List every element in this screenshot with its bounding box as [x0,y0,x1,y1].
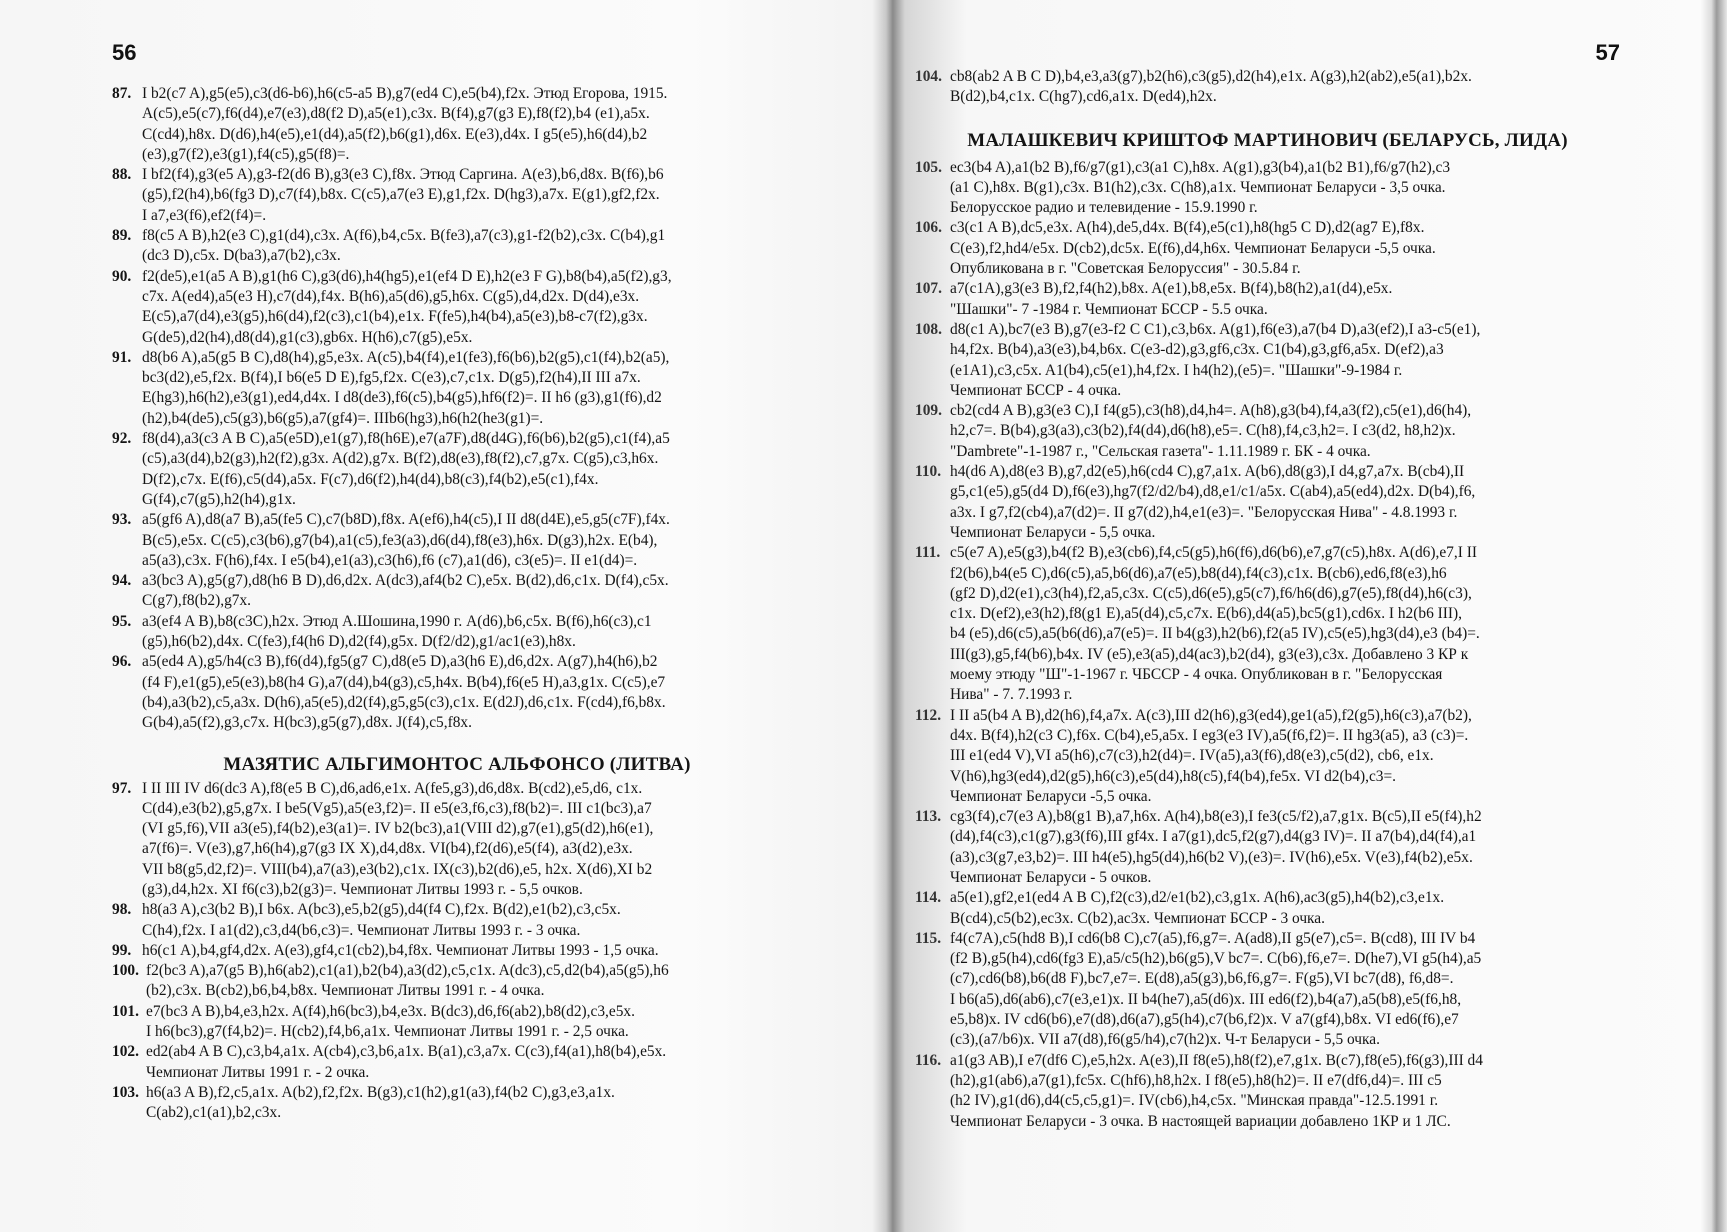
text-line: d8(c1 A),bc7(e3 B),g7(e3-f2 C C1),c3,b6x. A(g1),f6(e3),a7(b4 D),a3(ef2),I a3-c5(e1), [950,320,1481,338]
text-line: "Шашки"- 7 -1984 г. Чемпионат БССР - 5.5 очка. [950,300,1268,318]
page-edge [1701,0,1727,1232]
text-line: ec3(b4 A),a1(b2 B),f6/g7(g1),c3(a1 C),h8x. A(g1),g3(b4),a1(b2 B1),f6/g7(h2),c3 [950,158,1451,176]
problem-text [142,348,802,429]
problem-text [142,165,802,226]
text-line: (dc3 D),c5x. D(ba3),a7(b2),c3x. [142,247,341,265]
text-line: (d4),f4(c3),c1(g7),g3(f6),III gf4x. I a7(g1),dc5,f2(g7),d4(g3 IV)=. II a7(b4),d4(f4),a1 [950,828,1477,846]
page-number: 57 [1595,40,1620,65]
problem-text [950,401,1620,462]
problem-entry [915,888,1620,929]
problem-number: 108. [915,320,942,338]
text-line: a5(a3),c3x. F(h6),f4x. I e5(b4),e1(a3),c3(h6),f6 (c7),a1(d6), c3(e5)=. II e1(d4)=. [142,551,638,569]
text-line: b4 (e5),d6(c5),a5(b6(d6),a7(e5)=. II b4(g3),h2(b6),f2(a5 IV),c5(e5),hg3(d4),e3 (b4)=. [950,625,1480,643]
problem-number: 112. [915,706,942,724]
problem-number: 101. [112,1002,139,1020]
problem-number: 104. [915,68,942,85]
text-line: B(cd4),c5(b2),ec3x. C(b2),ac3x. Чемпионат БССР - 3 очка. [950,909,1325,927]
problem-text [950,929,1620,1051]
text-line: (VI g5,f6),VII a3(e5),f4(b2),e3(a1)=. IV b2(bc3),a1(VIII d2),g7(e1),g5(d2),h6(e1), [142,820,654,838]
text-line: Опубликована в г. "Советская Белоруссия" - 30.5.84 г. [950,260,1301,278]
problem-number: 87. [112,85,132,102]
text-line: c1x. D(ef2),e3(h2),f8(g1 E),a5(d4),c5,c7x. E(b6),d4(a5),bc5(g1),cd6x. I h2(b6 III), [950,605,1462,623]
text-line: g5,c1(e5),g5(d4 D),f6(e3),hg7(f2/d2/b4),d8,e1/c1/a5x. C(ab4),a5(ed4),d2x. D(b4),f6, [950,483,1476,501]
text-line: (f4 F),e1(g5),e5(e3),b8(h4 G),a7(d4),b4(g3),c5,h4x. B(b4),f6(e5 H),a3,g1x. C(c5),e7 [142,673,666,691]
problem-entry [915,218,1620,279]
text-line: cb2(cd4 A B),g3(e3 C),I f4(g5),c3(h8),d4,h4=. A(h8),g3(b4),f4,a3(f2),c5(e1),d6(h4), [950,402,1472,420]
text-line: f4(c7A),c5(hd8 B),I cd6(b8 C),c7(a5),f6,g7=. A(ad8),II g5(e7),c5=. B(cd8), III IV b4 [950,929,1476,947]
section-title: МАЗЯТИС АЛЬГИМОНТОС АЛЬФОНСО (ЛИТВА) [223,753,691,775]
text-line: bc3(d2),e5,f2x. B(f4),I b6(e5 D E),fg5,f2x. C(e3),c7,c1x. D(g5),f2(h4),II III a7x. [142,369,641,387]
problem-number: 91. [112,348,132,366]
problem-entry [112,1002,802,1043]
problem-text [142,429,802,510]
problem-entry [112,652,802,733]
text-line: "Dambrete"-1-1987 г., "Сельская газета"- 1.11.1989 г. БК - 4 очка. [950,442,1371,460]
text-line: h4,f2x. B(b4),a3(e3),b4,b6x. C(e3-d2),g3,gf6,c3x. C1(b4),g3,gf6,a5x. D(ef2),a3 [950,341,1444,359]
problem-text [142,226,802,267]
text-line: D(f2),c7x. E(f6),c5(d4),a5x. F(c7),d6(f2),h4(d4),b8(c3),f4(b2),e5(c1),f4x. [142,470,599,488]
text-line: C(g7),f8(b2),g7x. [142,592,251,610]
text-line: G(b4),a5(f2),g3,c7x. H(bc3),g5(g7),d8x. J(f4),c5,f8x. [142,714,472,732]
text-line: (g5),f2(h4),b6(fg3 D),c7(f4),b8x. C(c5),a7(e3 E),g1,f2x. D(hg3),a7x. E(g1),gf2,f2x. [142,186,660,204]
text-line: III(g3),g5,f4(b6),b4x. IV (e5),e3(a5),d4(ac3),b2(d4), g3(e3),c3x. Добавлено 3 КР к [950,645,1469,663]
text-line: E(hg3),h6(h2),e3(g1),ed4,d4x. I d8(de3),f6(c5),b4(g5),hf6(f2)=. II h6 (g3),g1(f6),d2 [142,389,662,407]
problem-text [950,158,1620,219]
problem-entry [915,158,1620,219]
problem-text [146,1083,802,1124]
problem-entry [112,84,802,165]
problem-number: 100. [112,962,139,980]
text-line: Чемпионат Беларуси -5,5 очка. [950,787,1152,805]
text-line: B(d2),b4,c1x. C(hg7),cd6,a1x. D(ed4),h2x. [950,88,1217,106]
text-line: I h6(bc3),g7(f4,b2)=. H(cb2),f4,b6,a1x. Чемпионат Литвы 1991 г. - 2,5 очка. [146,1023,629,1041]
text-line: (gf2 D),d2(e1),c3(h4),f2,a5,c3x. C(c5),d6(e5),g5(c7),f6/h6(d6),g7(e5),f8(d4),h6(c3), [950,584,1472,602]
text-line: (e3),g7(f2),e3(g1),f4(c5),g5(f8)=. [142,145,350,163]
problem-text [142,652,802,733]
problem-text [950,1051,1620,1132]
problem-entry [915,401,1620,462]
text-line: a3x. I g7,f2(cb4),a7(d2)=. II g7(d2),h4,e1(e3)=. "Белорусская Нива" - 4.8.1993 г. [950,503,1458,521]
problem-entry [112,165,802,226]
text-line: (h2 IV),g1(d6),d4(c5,c5,g1)=. IV(cb6),h4,c5x. "Минская правда"-12.5.1991 г. [950,1092,1439,1110]
text-line: h8(a3 A),c3(b2 B),I b6x. A(bc3),e5,b2(g5),d4(f4 C),f2x. B(d2),e1(b2),c3,c5x. [142,901,621,919]
text-line: cg3(f4),c7(e3 A),b8(g1 B),a7,h6x. A(h4),b8(e3),I fe3(c5/f2),a7,g1x. B(c5),II e5(f4),h2 [950,808,1482,826]
problem-number: 115. [915,929,942,947]
problem-text [146,1042,802,1083]
text-line: a1(g3 AB),I e7(df6 C),e5,h2x. A(e3),II f8(e5),h8(f2),e7,g1x. B(c7),f8(e5),f6(g3),III d4 [950,1051,1483,1069]
text-line: a7(f6)=. V(e3),g7,h6(h4),g7(g3 IX X),d4,d8x. VI(b4),f2(d6),e5(f4), a3(d2),e3x. [142,840,633,858]
text-line: a5(e1),gf2,e1(ed4 A B C),f2(c3),d2/e1(b2),c3,g1x. A(h6),ac3(g5),h4(b2),c3,e1x. [950,889,1445,907]
problem-entry [112,429,802,510]
text-line: (c3),(a7/b6)x. VII a7(d8),f6(g5/h4),c7(h2)x. Ч-т Беларуси - 5,5 очка. [950,1031,1380,1049]
problem-number: 93. [112,511,132,529]
right-page-content [915,67,1620,1132]
text-line: (h2),b4(de5),c5(g3),b6(g5),a7(gf4)=. IIIb6(hg3),h6(h2(he3(g1)=. [142,409,544,427]
problem-entry [915,279,1620,320]
text-line: a5(gf6 A),d8(a7 B),a5(fe5 C),c7(b8D),f8x. A(ef6),h4(c5),I II d8(d4E),e5,g5(c7F),f4x. [142,511,670,529]
text-line: a7(c1A),g3(e3 B),f2,f4(h2),b8x. A(e1),b8,e5x. B(f4),b8(h2),a1(d4),e5x. [950,280,1393,298]
problem-entry [112,267,802,348]
text-line: e7(bc3 A B),b4,e3,h2x. A(f4),h6(bc3),b4,e3x. B(dc3),d6,f6(ab2),b8(d2),c3,e5x. [146,1002,635,1020]
problem-text [142,612,802,653]
entries-before-section [915,67,1620,108]
text-line: f8(c5 A B),h2(e3 C),g1(d4),c3x. A(f6),b4,c5x. B(fe3),a7(c3),g1-f2(b2),c3x. C(b4),g1 [142,227,666,245]
problem-number: 95. [112,612,132,630]
problem-entry [112,226,802,267]
problem-text [142,510,802,571]
text-line: I bf2(f4),g3(e5 A),g3-f2(d6 B),g3(e3 C),f8x. Этюд Саргина. A(e3),b6,d8x. B(f6),b6 [142,166,664,184]
entries-before-section [112,84,802,734]
problem-number: 113. [915,808,942,826]
problem-number: 103. [112,1083,139,1101]
problem-text [142,941,802,961]
text-line: Чемпионат Беларуси - 5,5 очка. [950,523,1156,541]
text-line: (a3),c3(g7,e3,b2)=. III h4(e5),hg5(d4),h6(b2 V),(e3)=. IV(h6),e5x. V(e3),f4(b2),e5x. [950,848,1473,866]
text-line: c7x. A(ed4),a5(e3 H),c7(d4),f4x. B(h6),a5(d6),g5,h6x. C(g5),d4,d2x. D(d4),e3x. [142,287,640,305]
text-line: VII b8(g5,d2,f2)=. VIII(b4),a7(a3),e3(b2),c1x. IX(c3),b2(d6),e5, h2x. X(d6),XI b2 [142,860,653,878]
problem-entry [112,941,802,961]
problem-text [950,67,1620,108]
problem-number: 99. [112,941,132,959]
text-line: I II a5(b4 A B),d2(h6),f4,a7x. A(c3),III d2(h6),g3(ed4),ge1(a5),f2(g5),h6(c3),a7(b2), [950,706,1472,724]
text-line: моему этюду "Ш"-1-1967 г. ЧБССР - 4 очка. Опубликован в г. "Белорусская [950,666,1443,684]
problem-entry [915,543,1620,705]
text-line: a5(ed4 A),g5/h4(c3 B),f6(d4),fg5(g7 C),d8(e5 D),a3(h6 E),d6,d2x. A(g7),h4(h6),b2 [142,653,658,671]
problem-number: 92. [112,430,132,448]
problem-entry [112,779,802,901]
text-line: e5,b8)x. IV cd6(b6),e7(d8),d6(a7),g5(h4),c7(b6,f2)x. V a7(gf4),b8x. VI ed6(f6),e7 [950,1011,1459,1029]
text-line: Чемпионат Литвы 1991 г. - 2 очка. [146,1063,370,1081]
problem-number: 105. [915,158,942,176]
text-line: G(de5),d2(h4),d8(d4),g1(c3),gb6x. H(h6),c7(g5),e5x. [142,328,473,346]
problem-number: 107. [915,280,942,298]
text-line: C(ab2),c1(a1),b2,c3x. [146,1104,282,1122]
problem-entry [112,900,802,941]
problem-number: 94. [112,572,132,590]
text-line: B(c5),e5x. C(c5),c3(b6),g7(b4),a1(c5),fe3(a3),d6(d4),f8(e3),h6x. D(g3),h2x. E(b4), [142,531,658,549]
text-line: C(e3),f2,hd4/e5x. D(cb2),dc5x. E(f6),d4,h6x. Чемпионат Беларуси -5,5 очка. [950,239,1436,257]
problem-entry [112,571,802,612]
problem-number: 89. [112,227,132,245]
text-line: cb8(ab2 A B C D),b4,e3,a3(g7),b2(h6),c3(g5),d2(h4),e1x. A(g3),h2(ab2),e5(a1),b2x. [950,68,1472,85]
problem-text [142,900,802,941]
text-line: c3(c1 A B),dc5,e3x. A(h4),de5,d4x. B(f4),e5(c1),h8(hg5 C D),d2(ag7 E),f8x. [950,219,1425,237]
problem-entry [915,67,1620,108]
problem-text [142,84,802,165]
problem-number: 88. [112,166,132,184]
text-line: (g3),d4,h2x. XI f6(c3),b2(g3)=. Чемпионат Литвы 1993 г. - 5,5 очков. [142,880,583,898]
text-line: h2,c7=. B(b4),g3(a3),c3(b2),f4(d4),d6(h8),e5=. C(h8),f4,c3,h2=. I c3(d2, h8,h2)x. [950,422,1456,440]
text-line: d8(b6 A),a5(g5 B C),d8(h4),g5,e3x. A(c5),b4(f4),e1(fe3),f6(b6),b2(g5),c1(f4),b2(a5), [142,348,670,366]
text-line: h6(c1 A),b4,gf4,d2x. A(e3),gf4,c1(cb2),b4,f8x. Чемпионат Литвы 1993 - 1,5 очка. [142,941,659,959]
problem-text [950,279,1620,320]
text-line: I II III IV d6(dc3 A),f8(e5 B C),d6,ad6,e1x. A(fe5,g3),d6,d8x. B(cd2),e5,d6, c1x. [142,779,643,797]
text-line: Нива" - 7. 7.1993 г. [950,686,1073,704]
problem-entry [112,961,802,1002]
text-line: (f2 B),g5(h4),cd6(fg3 E),a5/c5(h2),b6(g5),V bc7=. C(b6),f6,e7=. D(he7),VI g5(h4),a5 [950,950,1482,968]
text-line: f2(bc3 A),a7(g5 B),h6(ab2),c1(a1),b2(b4),a3(d2),c5,c1x. A(dc3),c5,d2(b4),a5(g5),h6 [146,962,669,980]
problem-text [950,320,1620,401]
problem-entry [112,510,802,571]
problem-text [142,571,802,612]
problem-number: 111. [915,544,941,562]
text-line: (a1 C),h8x. B(g1),c3x. B1(h2),c3x. C(h8),a1x. Чемпионат Беларуси - 3,5 очка. [950,178,1446,196]
problem-text [950,218,1620,279]
problem-text [142,267,802,348]
problem-number: 116. [915,1051,942,1069]
text-line: (c7),cd6(b8),b6(d8 F),bc7,e7=. E(d8),a5(g3),b6,f6,g7=. F(g5),VI bc7(d8), f6,d8=. [950,970,1454,988]
problem-text [950,462,1620,543]
problem-text [950,706,1620,807]
problem-text [146,1002,802,1043]
text-line: h4(d6 A),d8(e3 B),g7,d2(e5),h6(cd4 C),g7,a1x. A(b6),d8(g3),I d4,g7,a7x. B(cb4),II [950,463,1465,481]
problem-entry [915,929,1620,1051]
text-line: C(cd4),h8x. D(d6),h4(e5),e1(d4),a5(f2),b6(g1),d6x. E(e3),d4x. I g5(e5),h6(d4),b2 [142,125,648,143]
text-line: III e1(ed4 V),VI a5(h6),c7(c3),h2(d4)=. IV(a5),a3(f6),d8(e3),c5(d2), cb6, e1x. [950,747,1434,765]
text-line: d4x. B(f4),h2(c3 C),f6x. C(b4),e5,a5x. I eg3(e3 IV),a5(f6,f2)=. II hg3(a5), a3 (c3)=. [950,726,1469,744]
text-line: A(c5),e5(c7),f6(d4),e7(e3),d8(f2 D),a5(e1),c3x. B(f4),g7(g3 E),f8(f2),b4 (e1),a5x. [142,105,650,123]
text-line: Чемпионат БССР - 4 очка. [950,381,1122,399]
problem-text [950,888,1620,929]
text-line: (b2),c3x. B(cb2),b6,b4,b8x. Чемпионат Литвы 1991 г. - 4 очка. [146,982,545,1000]
problem-entry [915,462,1620,543]
text-line: I b2(c7 A),g5(e5),c3(d6-b6),h6(c5-a5 B),g7(ed4 C),e5(b4),f2x. Этюд Егорова, 1915. [142,85,668,102]
text-line: a3(bc3 A),g5(g7),d8(h6 B D),d6,d2x. A(dc3),af4(b2 C),e5x. B(d2),d6,c1x. D(f4),c5x. [142,572,669,590]
text-line: h6(a3 A B),f2,c5,a1x. A(b2),f2,f2x. B(g3),c1(h2),g1(a3),f4(b2 C),g3,e3,a1x. [146,1083,615,1101]
problem-entry [915,320,1620,401]
text-line: ed2(ab4 A B C),c3,b4,a1x. A(cb4),c3,b6,a1x. B(a1),c3,a7x. C(c3),f4(a1),h8(b4),e5x. [146,1043,667,1061]
text-line: V(h6),hg3(ed4),d2(g5),h6(c3),e5(d4),h8(c5),f4(b4),fe5x. VI d2(b4),c3=. [950,767,1397,785]
text-line: I b6(a5),d6(ab6),c7(e3,e1)x. II b4(he7),a5(d6)x. III ed6(f2),b4(a7),a5(b8),e5(f6,h8, [950,990,1462,1008]
text-line: C(d4),e3(b2),g5,g7x. I be5(Vg5),a5(e3,f2)=. II e5(e3,f6,c3),f8(b2)=. III c1(bc3),a7 [142,799,652,817]
text-line: f8(d4),a3(c3 A B C),a5(e5D),e1(g7),f8(h6E),e7(a7F),d8(d4G),f6(b6),b2(g5),c1(f4),a5 [142,430,670,448]
problem-entry [112,348,802,429]
text-line: f2(b6),b4(e5 C),d6(c5),a5,b6(d6),a7(e5),b8(d4),f4(c3),c1x. B(cb6),ed6,f8(e3),h6 [950,564,1447,582]
text-line: c5(e7 A),e5(g3),b4(f2 B),e3(cb6),f4,c5(g5),h6(f6),d6(b6),e7,g7(c5),h8x. A(d6),e7,I II [950,544,1477,562]
problem-text [142,779,802,901]
problem-number: 114. [915,889,942,907]
text-line: I a7,e3(f6),ef2(f4)=. [142,206,267,224]
text-line: Чемпионат Беларуси - 3 очка. В настоящей вариации добавлено 1КР и 1 ЛС. [950,1112,1451,1130]
text-line: (e1A1),c3,c5x. A1(b4),c5(e1),h4,f2x. I h4(h2),(e5)=. "Шашки"-9-1984 г. [950,361,1403,379]
text-line: a3(ef4 A B),b8(c3C),h2x. Этюд А.Шошина,1990 г. A(d6),b6,c5x. B(f6),h6(c3),c1 [142,612,652,630]
text-line: C(h4),f2x. I a1(d2),c3,d4(b6,c3)=. Чемпионат Литвы 1993 г. - 3 очка. [142,921,581,939]
section-title: МАЛАШКЕВИЧ КРИШТОФ МАРТИНОВИЧ (БЕЛАРУСЬ, ЛИДА) [967,129,1568,151]
text-line: Чемпионат Беларуси - 5 очков. [950,868,1152,886]
text-line: Белорусское радио и телевидение - 15.9.1990 г. [950,199,1258,217]
problem-text [950,807,1620,888]
problem-text [950,543,1620,705]
text-line: (h2),g1(ab6),a7(g1),fc5x. C(hf6),h8,h2x. I f8(e5),h8(h2)=. II e7(df6,d4)=. III c5 [950,1071,1442,1089]
problem-number: 109. [915,402,942,420]
problem-text [146,961,802,1002]
problem-number: 110. [915,463,942,481]
text-line: (g5),h6(b2),d4x. C(fe3),f4(h6 D),d2(f4),g5x. D(f2/d2),g1/ac1(e3),h8x. [142,633,576,651]
text-line: (b4),a3(b2),c5,a3x. D(h6),a5(e5),d2(f4),g5,g5(c3),c1x. E(d2J),d6,c1x. F(cd4),f6,b8x. [142,693,666,711]
problem-number: 96. [112,653,132,671]
problem-number: 98. [112,901,132,919]
problem-entry [915,1051,1620,1132]
text-line: (c5),a3(d4),b2(g3),h2(f2),g3x. A(d2),g7x. B(f2),d8(e3),f8(f2),c7,g7x. C(g5),c3,h6x. [142,450,659,468]
problem-number: 90. [112,267,132,285]
left-page-content [112,84,802,1124]
entries-after-section [915,158,1620,1132]
problem-entry [915,807,1620,888]
problem-entry [112,1083,802,1124]
problem-number: 102. [112,1043,139,1061]
text-line: G(f4),c7(g5),h2(h4),g1x. [142,490,296,508]
page-number: 56 [112,40,137,65]
problem-number: 106. [915,219,942,237]
problem-entry [112,1042,802,1083]
text-line: E(c5),a7(d4),e3(g5),h6(d4),f2(c3),c1(b4),e1x. F(fe5),h4(b4),a5(e3),b8-c7(f2),g3x. [142,308,648,326]
problem-number: 97. [112,779,132,797]
problem-entry [915,706,1620,807]
entries-after-section [112,779,802,1124]
problem-entry [112,612,802,653]
text-line: f2(de5),e1(a5 A B),g1(h6 C),g3(d6),h4(hg5),e1(ef4 D E),h2(e3 F G),b8(b4),a5(f2),g3, [142,267,672,285]
